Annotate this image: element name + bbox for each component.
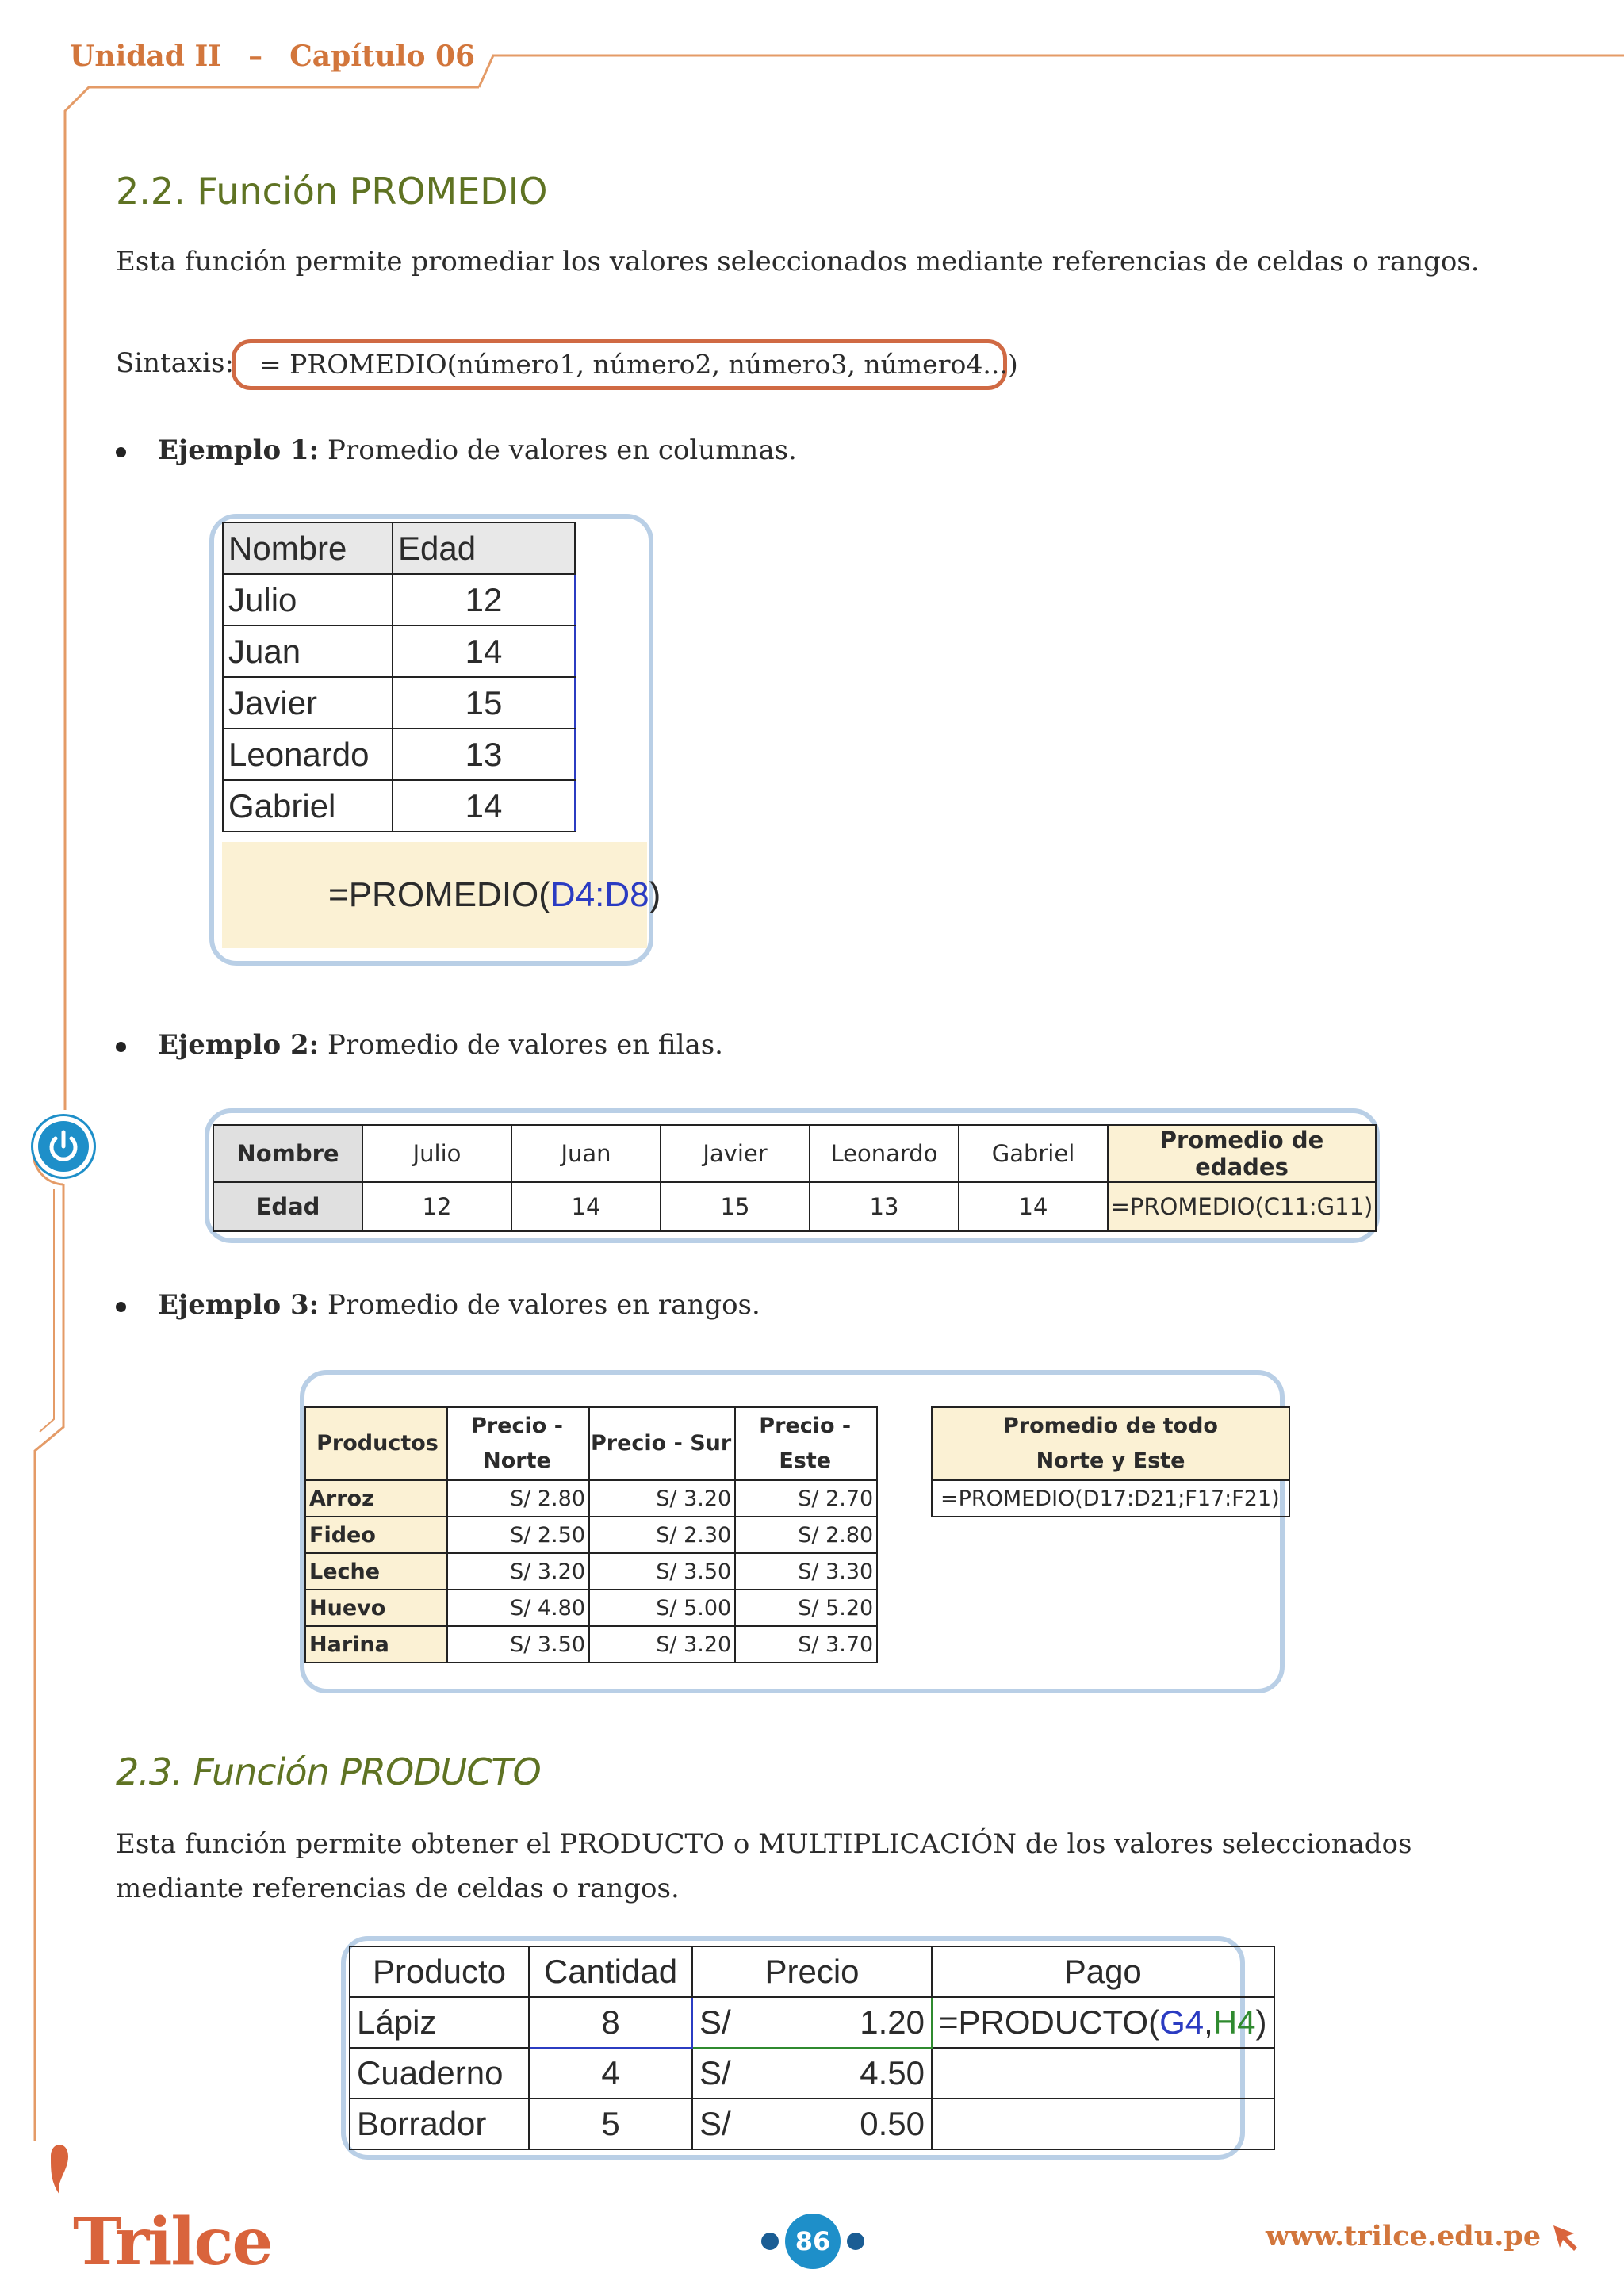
row-label-nombre: Nombre [213,1125,362,1182]
currency-symbol: S/ [699,2054,731,2091]
website-text: www.trilce.edu.pe [1266,2220,1542,2252]
currency-symbol: S/ [699,2003,731,2041]
header-edad: Edad [393,522,575,574]
cell-product: Harina [305,1626,447,1663]
cell-price: S/ 5.20 [735,1590,877,1626]
cell-price: 0.50 [860,2105,925,2142]
cell-price: S/ 2.80 [735,1517,877,1553]
cell-quantity: 8 [529,1997,692,2048]
cell-name: Leonardo [223,729,393,780]
row-label-edad: Edad [213,1182,362,1231]
cell-age: 14 [511,1182,661,1231]
formula-cell[interactable]: =PROMEDIO(C11:G11) [1108,1182,1376,1231]
cell-price: 1.20 [860,2003,925,2041]
cell-price: S/ 3.50 [589,1553,735,1590]
cell-age: 14 [393,780,575,832]
table-row [223,677,575,729]
table-row [350,2048,1274,2099]
cell-age: 12 [393,574,575,626]
empty-cell[interactable] [932,2048,1274,2099]
example-3-text: Promedio de valores en rangos. [319,1289,760,1321]
syntax-box: = PROMEDIO(número1, número2, número3, número4...) [232,339,1007,390]
cell-price: S/ 3.70 [735,1626,877,1663]
table-row [350,2099,1274,2149]
section-title-producto: 2.3. Función PRODUCTO [116,1751,541,1793]
cell-name: Juan [223,626,393,677]
example-3-label: Ejemplo 3: [158,1289,320,1321]
header-promedio: Promedio de edades [1108,1125,1376,1182]
cell-product: Cuaderno [350,2048,529,2099]
bullet-dot [116,1302,126,1312]
cell-price: S/ 3.20 [589,1626,735,1663]
cell-age: 12 [362,1182,511,1231]
header-pago: Pago [932,1946,1274,1997]
header-producto: Producto [350,1946,529,1997]
cell-price: 4.50 [860,2054,925,2091]
unit-label: Unidad II [70,40,222,73]
formula-suffix: ) [1255,2003,1267,2041]
table-row [305,1553,877,1590]
table-row [223,780,575,832]
cell-price: S/ 3.30 [735,1553,877,1590]
cell-price: S/ 5.00 [589,1590,735,1626]
example-3-table [304,1406,878,1663]
location-pin-icon [51,2145,68,2195]
header-precio-este: Precio - Este [735,1407,877,1480]
example-1-label: Ejemplo 1: [158,434,320,466]
cell-name: Julio [223,574,393,626]
example-2-text: Promedio de valores en filas. [319,1029,723,1061]
cell-age: 14 [959,1182,1108,1231]
page-number: 86 [785,2214,841,2269]
table-row [305,1626,877,1663]
formula-prefix: =PRODUCTO( [939,2003,1160,2041]
cell-price: S/ 2.80 [447,1480,589,1517]
example-3-bullet [116,1289,760,1321]
cell-price: S/ 3.20 [447,1553,589,1590]
website-link[interactable] [1266,2220,1582,2254]
syntax-label: Sintaxis: [116,347,234,379]
header-precio: Precio [692,1946,932,1997]
bullet-dot [116,447,126,457]
example-2-table [213,1124,1377,1232]
example-1-formula-cell[interactable] [222,842,661,948]
table-row [223,574,575,626]
section-description-producto: Esta función permite obtener el PRODUCTO o MULTIPLICACIÓN de los valores seleccionados mediante referencias de celdas o rangos. [116,1828,1412,1904]
formula-suffix: ) [649,875,661,914]
section-title-promedio: 2.2. Función PROMEDIO [116,170,548,212]
header-cantidad: Cantidad [529,1946,692,1997]
formula-comma: , [1204,2003,1213,2041]
cell-price: S/ 3.20 [589,1480,735,1517]
cell-name: Juan [511,1125,661,1182]
cursor-arrow-icon [1550,2222,1582,2254]
cell-name: Leonardo [810,1125,959,1182]
cell-age: 15 [661,1182,810,1231]
example-4-table [349,1946,1275,2150]
table-row [305,1480,877,1517]
cell-product: Fideo [305,1517,447,1553]
cell-price: S/ 4.80 [447,1590,589,1626]
header-productos: Productos [305,1407,447,1480]
formula-cell[interactable]: =PROMEDIO(D17:D21;F17:F21) [932,1480,1289,1517]
cell-product: Leche [305,1553,447,1590]
currency-symbol: S/ [699,2105,731,2142]
power-icon [38,1121,89,1172]
running-header [70,40,502,73]
header-promedio-norte-este: Promedio de todo Norte y Este [932,1407,1289,1480]
formula-cell[interactable] [932,1997,1274,2048]
cell-age: 14 [393,626,575,677]
cell-product: Huevo [305,1590,447,1626]
trilce-logo: Trilce [73,2204,272,2280]
cell-product: Lápiz [350,1997,529,2048]
header-precio-sur: Precio - Sur [589,1407,735,1480]
table-row [350,1997,1274,2048]
cell-quantity: 5 [529,2099,692,2149]
formula-prefix: =PROMEDIO( [328,875,550,914]
formula-reference: D4:D8 [550,875,649,914]
cell-name: Gabriel [959,1125,1108,1182]
section-description-promedio: Esta función permite promediar los valores seleccionados mediante referencias de celdas o rangos. [116,246,1480,277]
example-1-bullet [116,434,797,466]
cell-product: Borrador [350,2099,529,2149]
table-row [305,1517,877,1553]
cell-price: S/ 2.70 [735,1480,877,1517]
example-1-text: Promedio de valores en columnas. [319,434,797,466]
cell-age: 15 [393,677,575,729]
cell-age: 13 [810,1182,959,1231]
cell-price: S/ 2.30 [589,1517,735,1553]
cell-name: Javier [223,677,393,729]
header-dash: – [248,40,263,73]
header-precio-norte: Precio - Norte [447,1407,589,1480]
example-1-table [222,522,576,832]
empty-cell[interactable] [932,2099,1274,2149]
cell-name: Julio [362,1125,511,1182]
cell-quantity: 4 [529,2048,692,2099]
cell-age: 13 [393,729,575,780]
cell-price: S/ 2.50 [447,1517,589,1553]
cell-name: Javier [661,1125,810,1182]
header-nombre: Nombre [223,522,393,574]
chapter-label: Capítulo 06 [289,40,476,73]
page-dot-left [761,2233,779,2250]
page-dot-right [847,2233,864,2250]
table-row [305,1590,877,1626]
formula-reference-2: H4 [1212,2003,1256,2041]
table-row [223,626,575,677]
example-3-average-table [931,1406,1290,1517]
table-row [223,729,575,780]
cell-product: Arroz [305,1480,447,1517]
formula-reference-1: G4 [1159,2003,1205,2041]
cell-price: S/ 3.50 [447,1626,589,1663]
example-2-label: Ejemplo 2: [158,1029,320,1061]
example-2-bullet [116,1029,723,1061]
cell-name: Gabriel [223,780,393,832]
bullet-dot [116,1042,126,1052]
